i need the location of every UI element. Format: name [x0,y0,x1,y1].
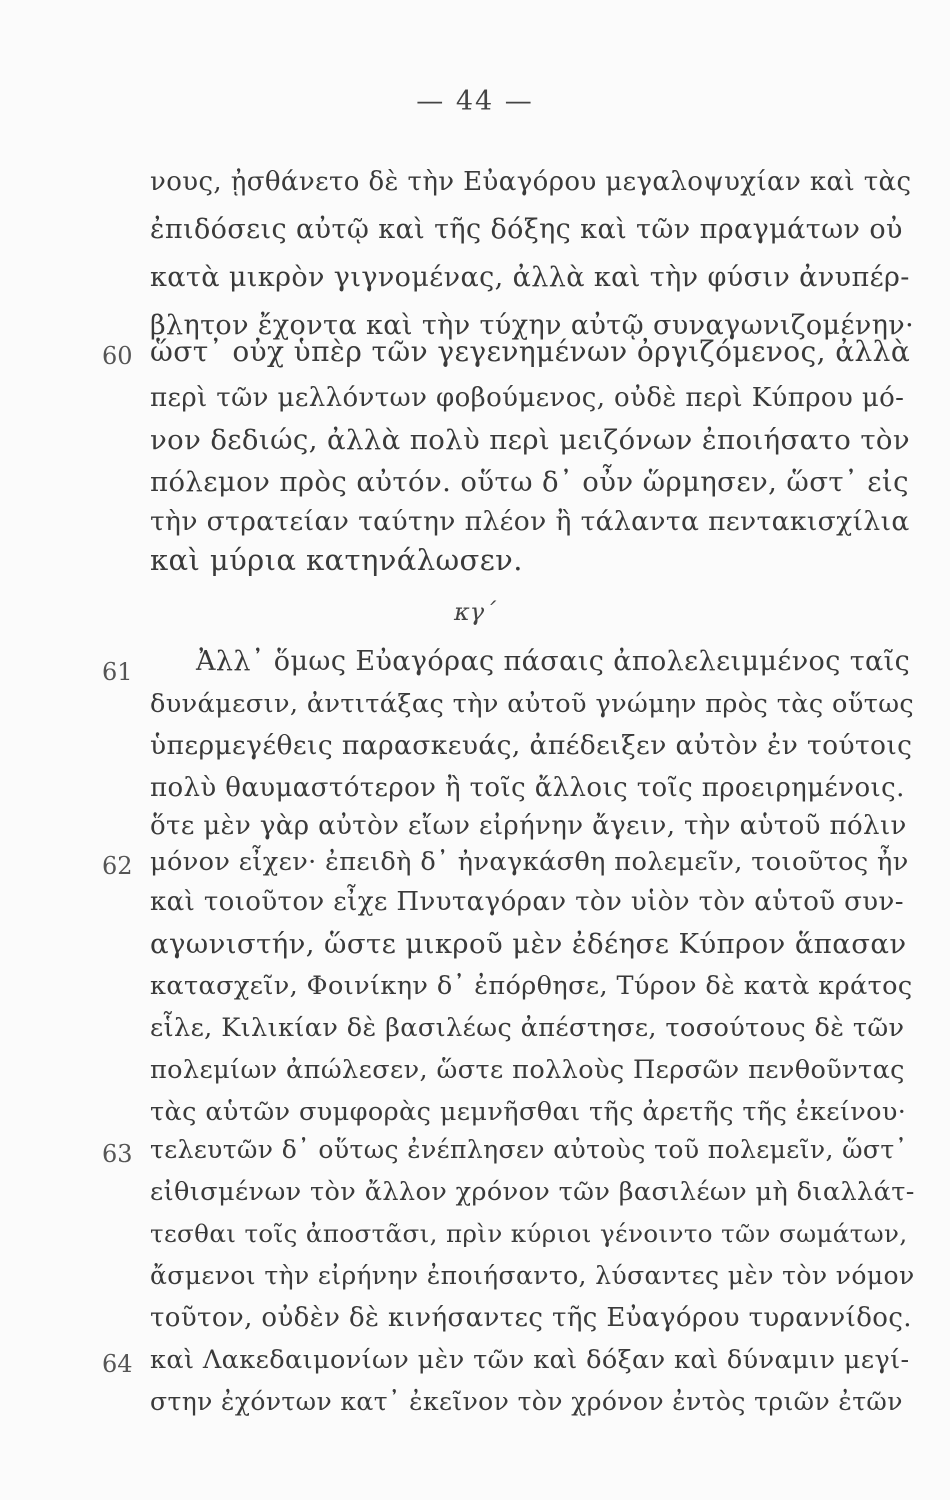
text-line: στην ἐχόντων κατ᾽ ἐκεῖνον τὸν χρόνον ἐντὸς τριῶν ἐτῶν [150,1387,903,1416]
section-heading: κγ΄ [453,598,497,626]
page-number: — 44 — [416,86,534,117]
text-line: τὴν στρατείαν ταύτην πλέον ἢ τάλαντα πεντακισχίλια [150,506,910,537]
margin-section-number: 63 [102,1140,133,1168]
text-line: ὅτε μὲν γὰρ αὐτὸν εἴων εἰρήνην ἄγειν, τὴν αὑτοῦ πόλιν [150,811,907,841]
text-line: τεσθαι τοῖς ἀποστᾶσι, πρὶν κύριοι γένοιντο τῶν σωμάτων, [150,1219,908,1248]
text-line: πολὺ θαυμαστότερον ἢ τοῖς ἄλλοις τοῖς προειρημένοις. [150,773,905,803]
text-line: αγωνιστήν, ὥστε μικροῦ μὲν ἐδέησε Κύπρον ἅπασαν [150,928,907,960]
text-line: βλητον ἔχοντα καὶ τὴν τύχην αὐτῷ συναγωνιζομένην· [150,310,915,341]
text-line: εἰθισμένων τὸν ἄλλον χρόνον τῶν βασιλέων μὴ διαλλάτ- [150,1177,915,1207]
text-line: κατὰ μικρὸν γιγνομένας, ἀλλὰ καὶ τὴν φύσιν ἀνυπέρ- [150,262,910,293]
margin-section-number: 64 [102,1350,133,1378]
text-line: περὶ τῶν μελλόντων φοβούμενος, οὐδὲ περὶ Κύπρου μό- [150,383,905,413]
text-line: ἄσμενοι τὴν εἰρήνην ἐποιήσαντο, λύσαντες μὲν τὸν νόμον [150,1261,915,1290]
text-line: ἐπιδόσεις αὐτῷ καὶ τῆς δόξης καὶ τῶν πραγμάτων οὐ [150,214,903,245]
margin-section-number: 61 [102,658,133,686]
text-line: Ἀλλ᾽ ὅμως Εὐαγόρας πάσαις ἀπολελειμμένος ταῖς [196,646,911,677]
text-line: πόλεμον πρὸς αὐτόν. οὕτω δ᾽ οὖν ὥρμησεν, ὥστ᾽ εἰς [150,466,909,498]
text-line: τοῦτον, οὐδὲν δὲ κινήσαντες τῆς Εὐαγόρου τυραννίδος. [150,1303,912,1333]
text-line: μόνον εἶχεν· ἐπειδὴ δ᾽ ἠναγκάσθη πολεμεῖν, τοιοῦτος ἦν [150,847,909,877]
text-line: τελευτῶν δ᾽ οὕτως ἐνέπλησεν αὐτοὺς τοῦ πολεμεῖν, ὥστ᾽ [150,1135,908,1164]
text-line: πολεμίων ἀπώλεσεν, ὥστε πολλοὺς Περσῶν πενθοῦντας [150,1055,905,1085]
text-line: καὶ Λακεδαιμονίων μὲν τῶν καὶ δόξαν καὶ δύναμιν μεγί- [150,1345,910,1375]
margin-section-number: 60 [102,342,133,370]
text-line: νους, ᾐσθάνετο δὲ τὴν Εὐαγόρου μεγαλοψυχίαν καὶ τὰς [150,167,912,197]
text-line: ὑπερμεγέθεις παρασκευάς, ἀπέδειξεν αὐτὸν ἐν τούτοις [150,730,913,761]
text-line: καὶ τοιοῦτον εἶχε Πνυταγόραν τὸν υἱὸν τὸν αὑτοῦ συν- [150,887,904,917]
margin-section-number: 62 [102,852,133,880]
text-line: νον δεδιώς, ἀλλὰ πολὺ περὶ μειζόνων ἐποιήσατο τὸν [150,424,911,456]
text-line: κατασχεῖν, Φοινίκην δ᾽ ἐπόρθησε, Τύρον δὲ κατὰ κράτος [150,971,913,1001]
text-line: τὰς αὑτῶν συμφορὰς μεμνῆσθαι τῆς ἀρετῆς τῆς ἐκείνου· [150,1097,907,1127]
text-line: εἷλε, Κιλικίαν δὲ βασιλέως ἀπέστησε, τοσούτους δὲ τῶν [150,1013,905,1043]
text-line: καὶ μύρια κατηνάλωσεν. [150,543,523,577]
text-line: δυνάμεσιν, ἀντιτάξας τὴν αὐτοῦ γνώμην πρὸς τὰς οὕτως [150,689,915,719]
text-line: ὥστ᾽ οὐχ ὑπὲρ τῶν γεγενημένων ὀργιζόμενος, ἀλλὰ [150,335,911,368]
